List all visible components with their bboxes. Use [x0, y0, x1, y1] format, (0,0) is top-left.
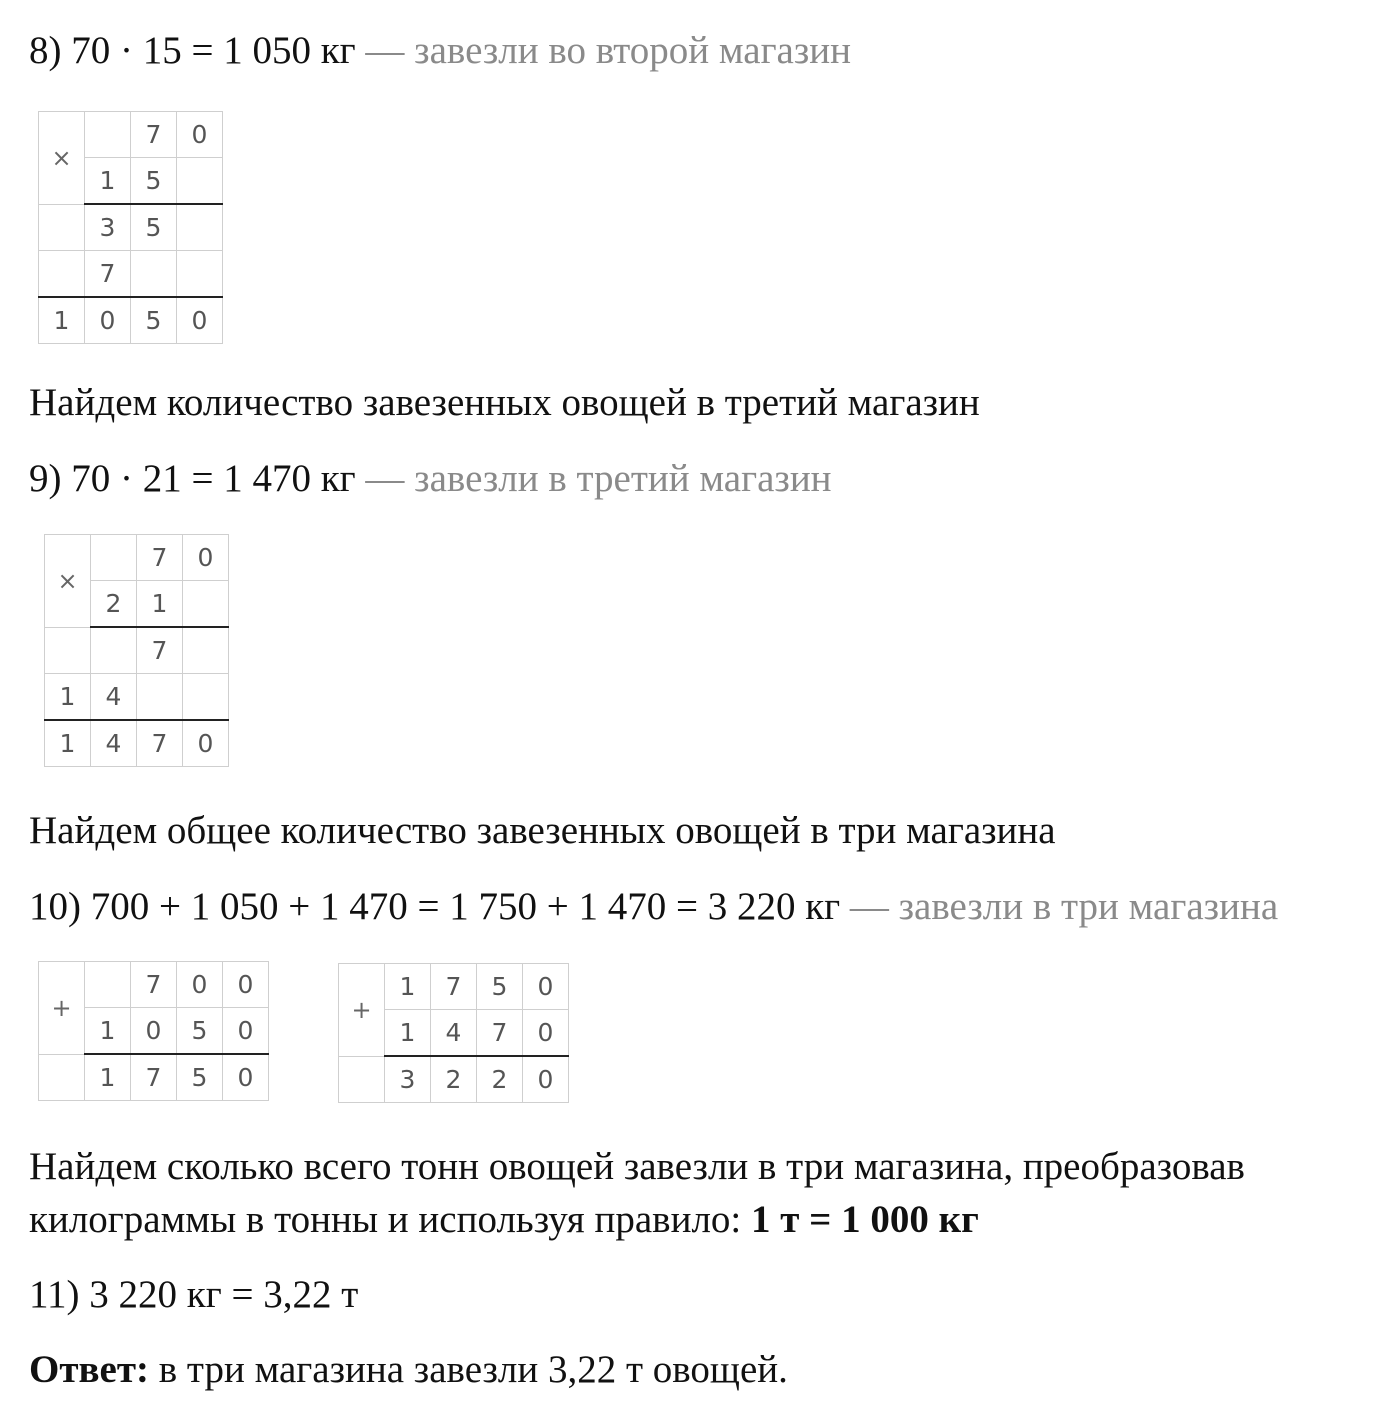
digit-cell: [39, 204, 85, 251]
digit-cell: 0: [177, 297, 223, 344]
digit-cell: 0: [523, 964, 569, 1010]
digit-cell: 1: [39, 297, 85, 344]
digit-cell: [45, 627, 91, 674]
digit-cell: 4: [431, 1010, 477, 1057]
find-tons-text-line-1: Найдем сколько всего тонн овощей завезли в три магазина, преобразовав: [29, 1145, 1245, 1188]
digit-cell: 5: [131, 297, 177, 344]
digit-cell: [39, 251, 85, 298]
multiply-sign: ×: [39, 112, 85, 205]
digit-cell: [91, 627, 137, 674]
digit-cell: [91, 535, 137, 581]
digit-cell: 0: [177, 962, 223, 1008]
step-10-note: — завезли в три магазина: [849, 885, 1279, 928]
digit-cell: 0: [523, 1010, 569, 1057]
digit-cell: 7: [137, 627, 183, 674]
digit-cell: 7: [137, 535, 183, 581]
digit-cell: 0: [85, 297, 131, 344]
digit-cell: 0: [183, 535, 229, 581]
digit-cell: 1: [85, 1054, 131, 1101]
step-9-line: [29, 455, 832, 503]
digit-cell: 2: [477, 1056, 523, 1103]
digit-cell: [183, 674, 229, 721]
step-9-expression: 9) 70 · 21 = 1 470 кг: [29, 457, 356, 500]
digit-cell: 5: [177, 1008, 223, 1055]
step-8-expression: 8) 70 · 15 = 1 050 кг: [29, 29, 356, 72]
answer-line: [29, 1346, 788, 1394]
digit-cell: 3: [85, 204, 131, 251]
answer-label: Ответ:: [29, 1348, 150, 1391]
multiplication-70x15: [38, 111, 223, 344]
find-total-text: Найдем общее количество завезенных овощей в три магазина: [29, 809, 1056, 852]
digit-cell: 7: [431, 964, 477, 1010]
digit-cell: 5: [131, 158, 177, 205]
digit-cell: 0: [131, 1008, 177, 1055]
digit-cell: 1: [45, 674, 91, 721]
digit-cell: 1: [85, 158, 131, 205]
digit-cell: 1: [137, 581, 183, 628]
addition-700-1050: [38, 961, 269, 1101]
digit-cell: 2: [431, 1056, 477, 1103]
addition-1750-1470: [338, 963, 569, 1103]
digit-cell: 0: [223, 1008, 269, 1055]
digit-cell: 1: [385, 1010, 431, 1057]
digit-cell: [177, 158, 223, 205]
step-11-line: 11) 3 220 кг = 3,22 т: [29, 1273, 359, 1316]
digit-cell: 1: [85, 1008, 131, 1055]
find-tons-text-line-2: [29, 1196, 979, 1244]
digit-cell: [131, 251, 177, 298]
multiplication-70x21: [44, 534, 229, 767]
digit-cell: 2: [91, 581, 137, 628]
step-8-line: [29, 27, 851, 75]
digit-cell: 4: [91, 674, 137, 721]
answer-text: в три магазина завезли 3,22 т овощей.: [158, 1348, 788, 1391]
step-8-note: — завезли во второй магазин: [365, 29, 852, 72]
digit-cell: 7: [131, 1054, 177, 1101]
digit-cell: 7: [131, 112, 177, 158]
digit-cell: [137, 674, 183, 721]
digit-cell: 5: [477, 964, 523, 1010]
digit-cell: 7: [131, 962, 177, 1008]
digit-cell: [177, 251, 223, 298]
digit-cell: 5: [177, 1054, 223, 1101]
digit-cell: 7: [85, 251, 131, 298]
step-9-note: — завезли в третий магазин: [365, 457, 832, 500]
digit-cell: [85, 962, 131, 1008]
digit-cell: 0: [223, 962, 269, 1008]
digit-cell: 5: [131, 204, 177, 251]
digit-cell: 3: [385, 1056, 431, 1103]
digit-cell: 1: [385, 964, 431, 1010]
find-third-store-text: Найдем количество завезенных овощей в третий магазин: [29, 381, 980, 424]
digit-cell: 0: [183, 720, 229, 767]
step-10-expression: 10) 700 + 1 050 + 1 470 = 1 750 + 1 470 = 3 220 кг: [29, 885, 841, 928]
digit-cell: [85, 112, 131, 158]
step-10-line: [29, 883, 1278, 931]
digit-cell: 0: [177, 112, 223, 158]
digit-cell: 0: [223, 1054, 269, 1101]
digit-cell: 4: [91, 720, 137, 767]
digit-cell: 1: [45, 720, 91, 767]
digit-cell: [39, 1054, 85, 1101]
digit-cell: [177, 204, 223, 251]
digit-cell: [339, 1056, 385, 1103]
multiply-sign: ×: [45, 535, 91, 628]
digit-cell: 0: [523, 1056, 569, 1103]
plus-sign: +: [39, 962, 85, 1055]
digit-cell: 7: [477, 1010, 523, 1057]
conversion-rule: 1 т = 1 000 кг: [751, 1198, 979, 1241]
digit-cell: [183, 581, 229, 628]
digit-cell: [183, 627, 229, 674]
digit-cell: 7: [137, 720, 183, 767]
plus-sign: +: [339, 964, 385, 1057]
find-tons-text: килограммы в тонны и используя правило:: [29, 1198, 742, 1241]
